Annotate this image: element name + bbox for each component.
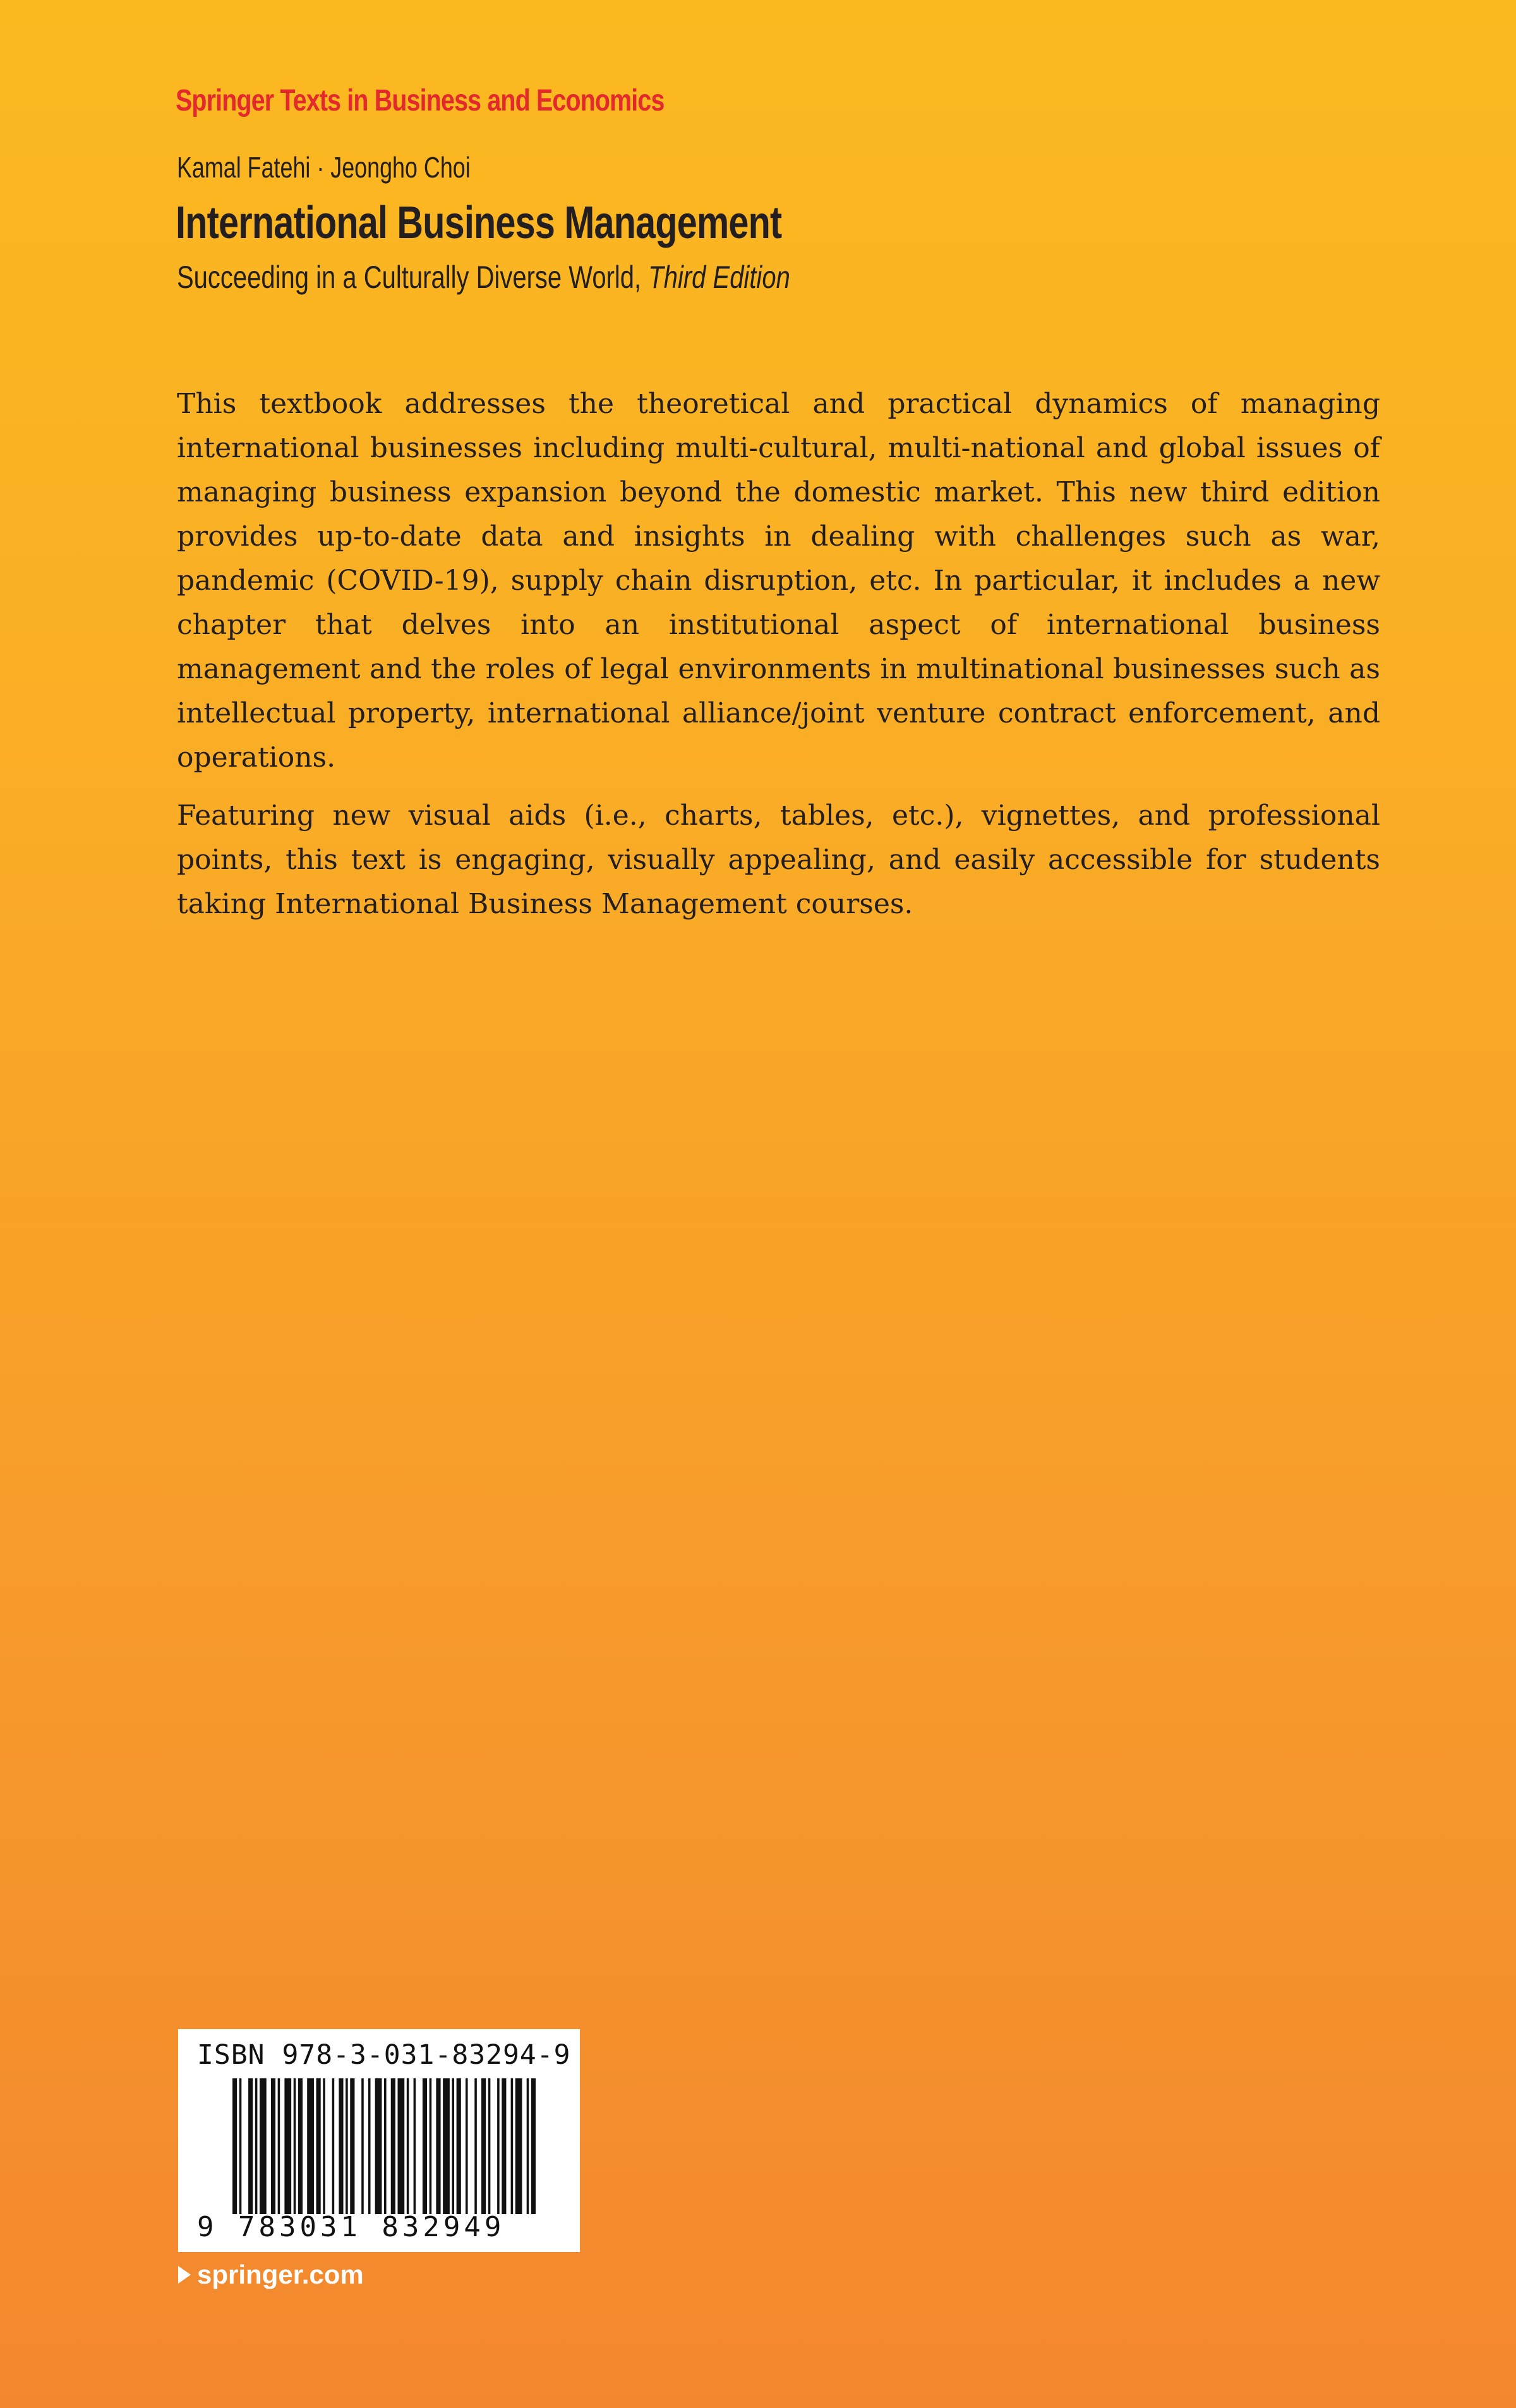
barcode-bar	[488, 2078, 491, 2214]
triangle-arrow-icon	[178, 2266, 191, 2284]
barcode-bar	[298, 2078, 303, 2214]
barcode-bar	[474, 2078, 477, 2214]
barcode-bar	[423, 2078, 427, 2214]
barcode-bar	[284, 2078, 291, 2214]
subtitle-text: Succeeding in a Culturally Diverse World,	[177, 260, 642, 295]
barcode-bar	[239, 2078, 242, 2214]
isbn-label: ISBN 978-3-031-83294-9	[197, 2039, 571, 2071]
authors: Kamal Fatehi · Jeongho Choi	[177, 151, 471, 184]
website-text: springer.com	[197, 2260, 364, 2289]
barcode-bar	[361, 2078, 364, 2214]
barcode-bar	[260, 2078, 267, 2214]
barcode-bar	[515, 2078, 522, 2214]
barcode-bar	[391, 2078, 395, 2214]
book-title: International Business Management	[176, 198, 782, 248]
barcode-image	[232, 2078, 536, 2214]
book-subtitle	[177, 259, 790, 296]
barcode-bar	[466, 2078, 468, 2214]
barcode-bar	[255, 2078, 258, 2214]
barcode-bar	[323, 2078, 325, 2214]
barcode-bar	[307, 2078, 314, 2214]
description-paragraph: Featuring new visual aids (i.e., charts, tables, etc.), vignettes, and professional points, this text is engaging, visually appealing, and easily accessible for students taking International Business Management courses.	[177, 800, 1380, 920]
barcode-bar	[414, 2078, 416, 2214]
barcode-digits: 9 783031 832949	[197, 2211, 505, 2243]
barcode-bar	[350, 2078, 354, 2214]
barcode-bar	[452, 2078, 454, 2214]
barcode-bar	[397, 2078, 404, 2214]
barcode-bar	[346, 2078, 348, 2214]
barcode-bar	[511, 2078, 514, 2214]
barcode-bar	[375, 2078, 382, 2214]
barcode-bar	[384, 2078, 387, 2214]
barcode-bar	[294, 2078, 296, 2214]
barcode-bar	[248, 2078, 253, 2214]
barcode-bar	[430, 2078, 432, 2214]
barcode-bar	[502, 2078, 506, 2214]
barcode-bar	[531, 2078, 536, 2214]
barcode-bar	[436, 2078, 440, 2214]
barcode-bar	[497, 2078, 500, 2214]
barcode-bar	[332, 2078, 335, 2214]
barcode-bar	[339, 2078, 343, 2214]
edition-text: Third Edition	[648, 260, 790, 295]
barcode-bar	[407, 2078, 409, 2214]
barcode-bar	[316, 2078, 321, 2214]
barcode-bar	[443, 2078, 450, 2214]
barcode-box	[178, 2029, 580, 2252]
website-link[interactable]	[178, 2260, 364, 2290]
barcode-bar	[278, 2078, 280, 2214]
barcode-bar	[271, 2078, 275, 2214]
description	[177, 382, 1380, 940]
barcode-bars	[232, 2078, 536, 2214]
barcode-bar	[232, 2078, 237, 2214]
barcode-bar	[368, 2078, 371, 2214]
description-paragraph: This textbook addresses the theoretical and practical dynamics of managing international businesses including multi-cultural, multi-national and global issues of managing business expansion beyond the domestic market. This new third edition provides up-to-date data and insights in dealing with challenges such as war, pandemic (COVID-19), supply chain disruption, etc. In particular, it includes a new chapter that delves into an institutional aspect of international business management and the roles of legal environments in multinational businesses such as intellectual property, international alliance/joint venture contract enforcement, and operations.	[177, 388, 1380, 774]
barcode-bar	[527, 2078, 529, 2214]
barcode-bar	[481, 2078, 486, 2214]
series-name: Springer Texts in Business and Economics	[176, 84, 665, 117]
barcode-bar	[457, 2078, 461, 2214]
